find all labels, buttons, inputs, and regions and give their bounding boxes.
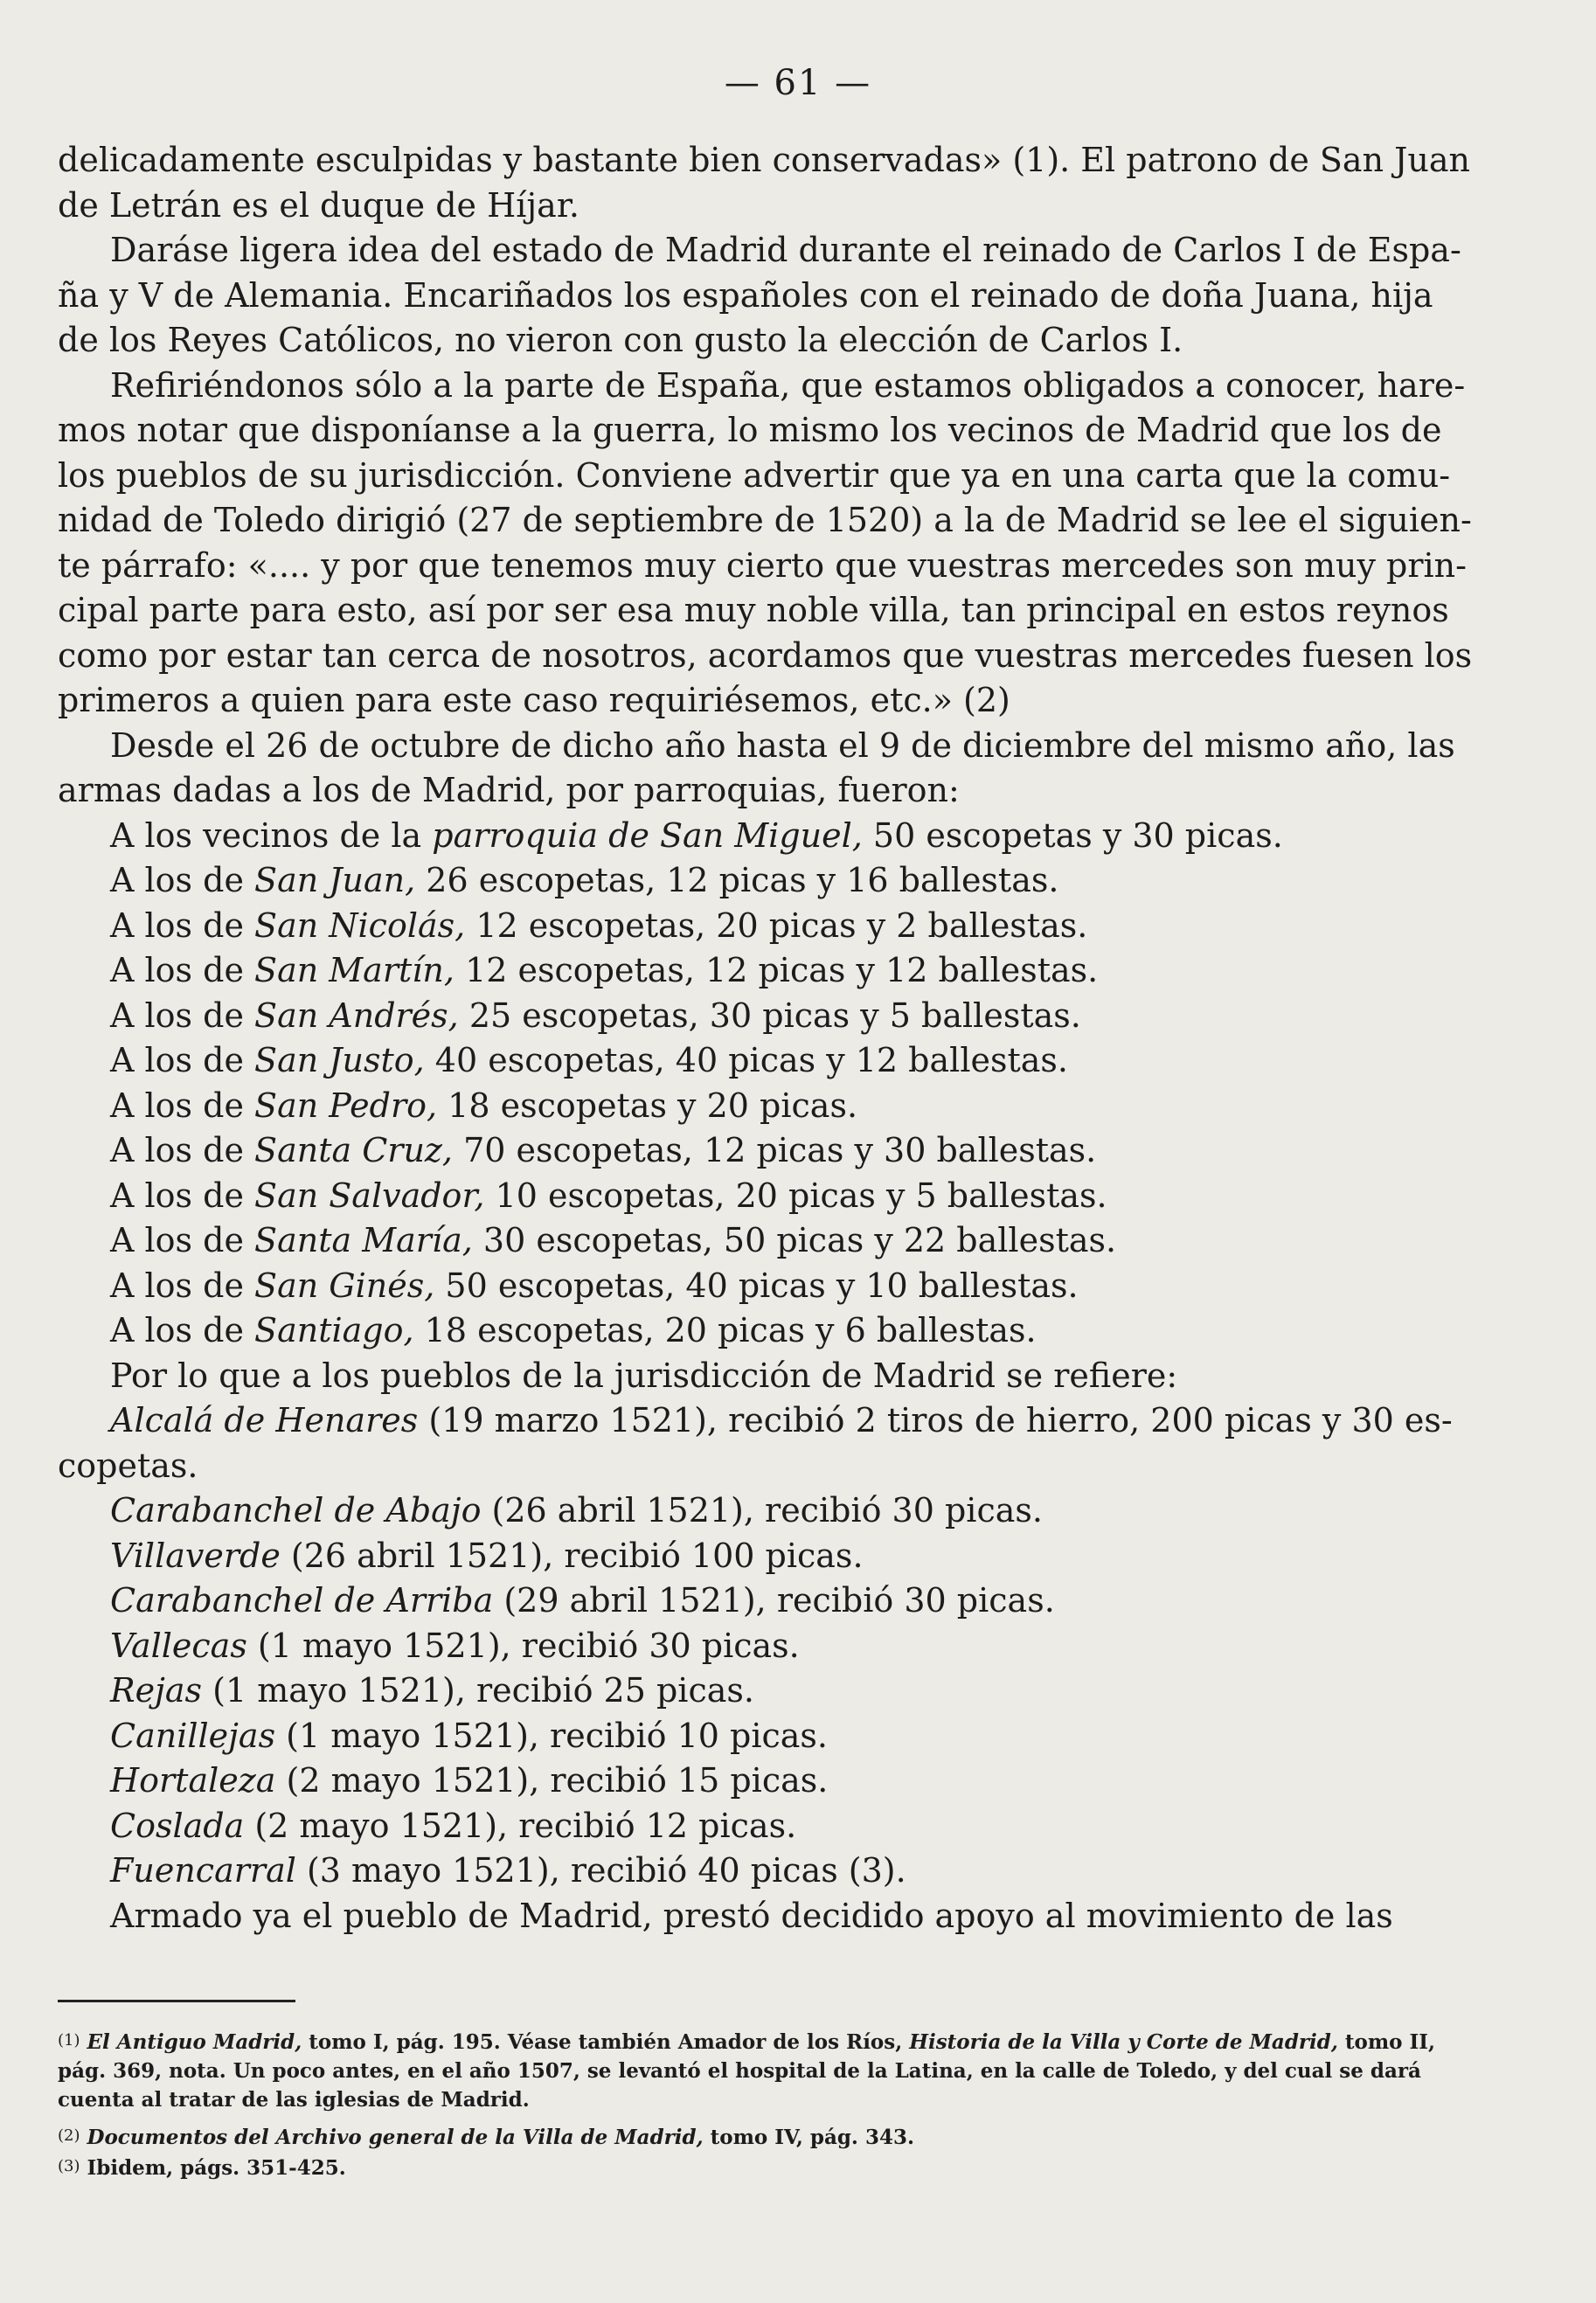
text-line: como por estar tan cerca de nosotros, acordamos que vuestras mercedes fuesen los (58, 635, 1473, 675)
list-item: A los de Santiago, 18 escopetas, 20 picas y 6 ballestas. (110, 1311, 1037, 1349)
text-line: ña y V de Alemania. Encariñados los españoles con el reinado de doña Juana, hija (58, 275, 1433, 315)
text-line: cipal parte para esto, así por ser esa muy noble villa, tan principal en estos reynos (58, 591, 1449, 629)
list-item: A los de San Justo, 40 escopetas, 40 picas y 12 ballestas. (110, 1041, 1068, 1079)
list-item: A los de San Martín, 12 escopetas, 12 picas y 12 ballestas. (110, 951, 1099, 989)
text-line: Por lo que a los pueblos de la jurisdicción de Madrid se refiere: (110, 1356, 1178, 1395)
footnote-2: (2) Documentos del Archivo general de la Villa de Madrid, tomo IV, pág. 343. (58, 2126, 914, 2149)
footnote-1-line-3: cuenta al tratar de las iglesias de Madrid. (58, 2088, 530, 2112)
page-number: — 61 — (724, 63, 872, 103)
text-line: Armado ya el pueblo de Madrid, prestó decidido apoyo al movimiento de las (110, 1896, 1393, 1935)
text-line: nidad de Toledo dirigió (27 de septiembre de 1520) a la de Madrid se lee el siguien- (58, 501, 1472, 539)
footnote-number: (2) (58, 2126, 80, 2145)
text-line: Refiriéndonos sólo a la parte de España, que estamos obligados a conocer, hare- (110, 365, 1466, 405)
list-item: Vallecas (1 mayo 1521), recibió 30 picas. (110, 1626, 800, 1665)
text-line: delicadamente esculpidas y bastante bien conservadas» (1). El patrono de San Juan (58, 141, 1470, 179)
list-item: A los vecinos de la parroquia de San Miguel, 50 escopetas y 30 picas. (110, 815, 1283, 855)
list-item: Fuencarral (3 mayo 1521), recibió 40 picas (3). (110, 1851, 906, 1890)
list-item: Canillejas (1 mayo 1521), recibió 10 picas. (110, 1716, 829, 1755)
text-line: de los Reyes Católicos, no vieron con gusto la elección de Carlos I. (58, 321, 1183, 359)
list-item: Carabanchel de Abajo (26 abril 1521), recibió 30 picas. (110, 1491, 1043, 1530)
footnote-divider (58, 2000, 295, 2002)
list-item: A los de San Pedro, 18 escopetas y 20 picas. (110, 1086, 858, 1125)
text-line: Daráse ligera idea del estado de Madrid durante el reinado de Carlos I de Espa- (110, 231, 1461, 269)
text-line: mos notar que disponíanse a la guerra, lo mismo los vecinos de Madrid que los de (58, 411, 1442, 449)
list-item: A los de San Andrés, 25 escopetas, 30 picas y 5 ballestas. (110, 995, 1081, 1035)
footnote-1-line-2: pág. 369, nota. Un poco antes, en el año 1507, se levantó el hospital de la Latina, en la calle de Toledo, y del cual se dará (58, 2059, 1421, 2083)
list-item: Rejas (1 mayo 1521), recibió 25 picas. (110, 1671, 754, 1710)
body-text (58, 138, 1549, 1939)
list-item: A los de San Nicolás, 12 escopetas, 20 picas y 2 ballestas. (110, 905, 1088, 945)
text-line: los pueblos de su jurisdicción. Conviene advertir que ya en una carta que la comu- (58, 455, 1451, 495)
list-item: A los de San Salvador, 10 escopetas, 20 picas y 5 ballestas. (110, 1176, 1107, 1215)
list-item: Carabanchel de Arriba (29 abril 1521), recibió 30 picas. (110, 1581, 1055, 1620)
text-line: te párrafo: «.... y por que tenemos muy cierto que vuestras mercedes son muy prin- (58, 545, 1467, 585)
list-item: Villaverde (26 abril 1521), recibió 100 picas. (110, 1536, 864, 1575)
text-line: Desde el 26 de octubre de dicho año hasta el 9 de diciembre del mismo año, las (110, 725, 1455, 765)
list-item: Hortaleza (2 mayo 1521), recibió 15 picas. (110, 1761, 829, 1800)
list-item: Alcalá de Henares (19 marzo 1521), recibió 2 tiros de hierro, 200 picas y 30 es- (110, 1401, 1453, 1439)
text-line: de Letrán es el duque de Híjar. (58, 185, 579, 225)
text-line: armas dadas a los de Madrid, por parroquias, fueron: (58, 771, 960, 809)
footnote-3: (3) Ibidem, págs. 351-425. (58, 2156, 346, 2180)
list-item: A los de San Ginés, 50 escopetas, 40 picas y 10 ballestas. (110, 1266, 1079, 1305)
list-item: A los de San Juan, 26 escopetas, 12 picas y 16 ballestas. (110, 861, 1059, 899)
text-line: copetas. (58, 1446, 198, 1485)
list-item: Coslada (2 mayo 1521), recibió 12 picas. (110, 1806, 797, 1845)
footnote-number: (3) (58, 2157, 80, 2175)
list-item: A los de Santa Cruz, 70 escopetas, 12 picas y 30 ballestas. (110, 1131, 1097, 1169)
text-line: primeros a quien para este caso requiriésemos, etc.» (2) (58, 681, 1010, 719)
list-item: A los de Santa María, 30 escopetas, 50 picas y 22 ballestas. (110, 1221, 1117, 1259)
footnotes (58, 2026, 1549, 2182)
footnote-1: (1) El Antiguo Madrid, tomo I, pág. 195. Véase también Amador de los Ríos, Historia de la Villa y Corte de Madrid, tomo II, (58, 2030, 1436, 2054)
footnote-number: (1) (58, 2031, 80, 2050)
